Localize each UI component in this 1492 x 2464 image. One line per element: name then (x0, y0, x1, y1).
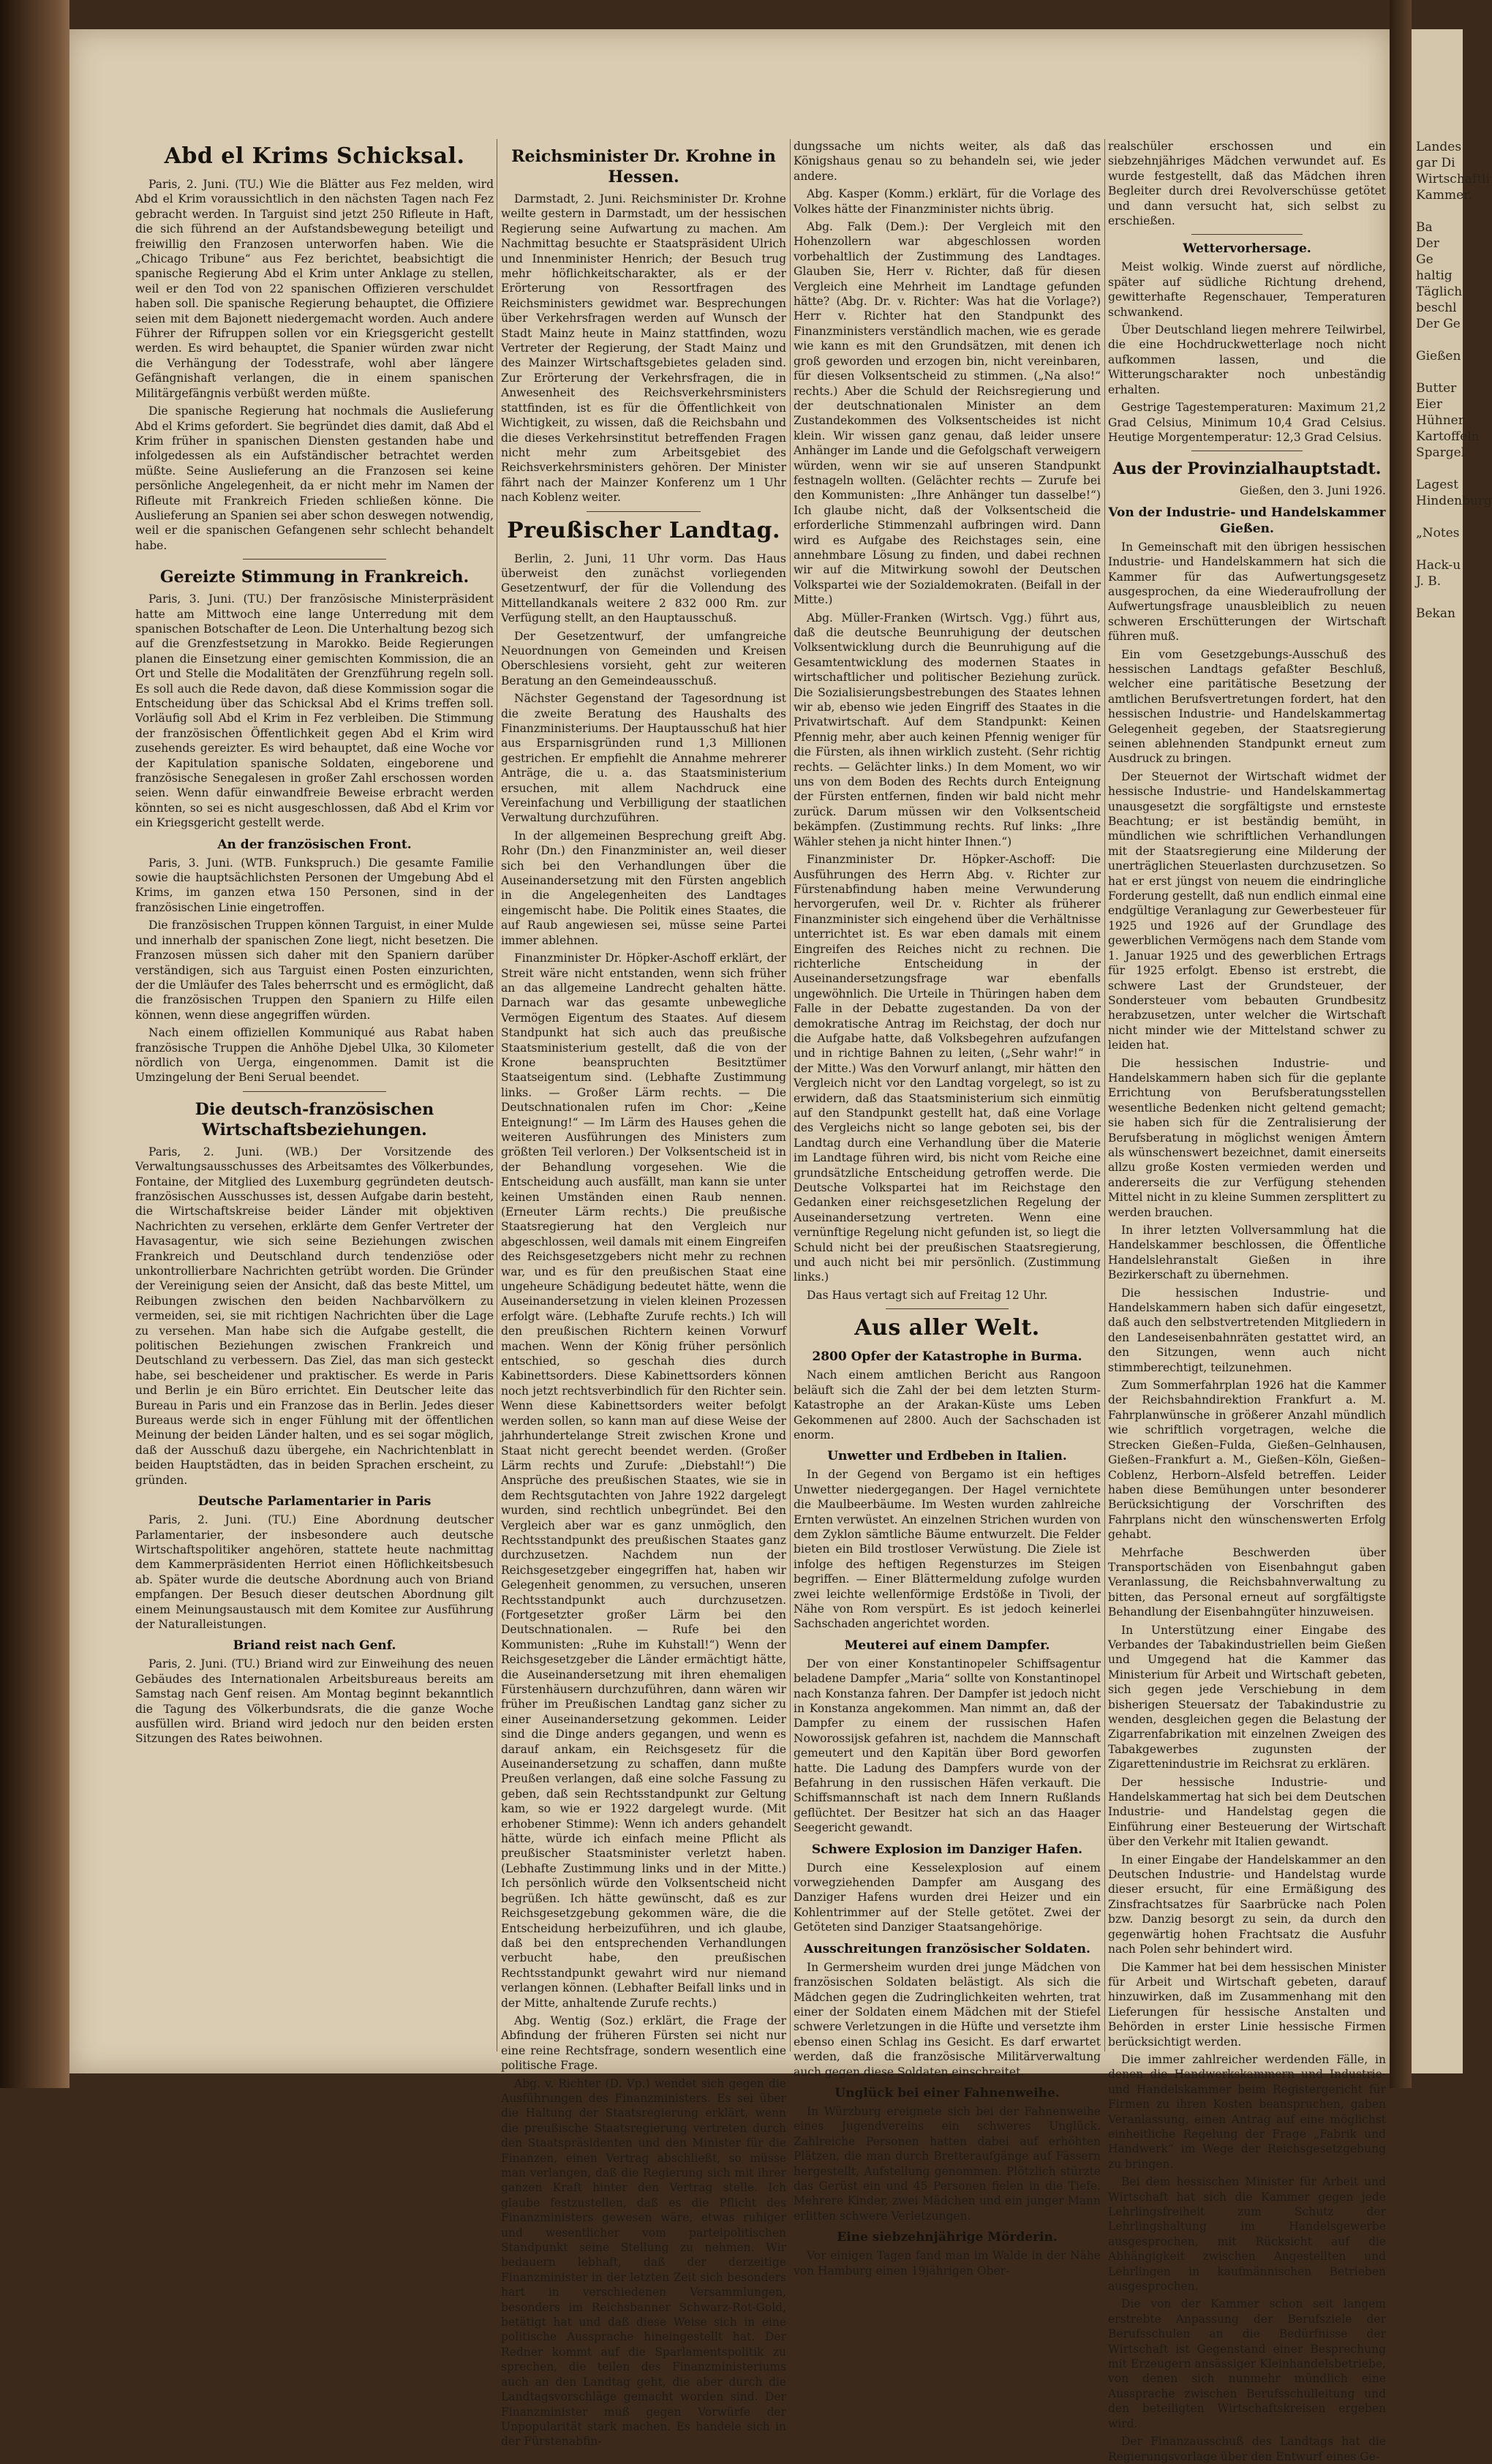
article-paragraph: Die französischen Truppen können Targuist, in einer Mulde und innerhalb der spanischen Zone liegt, nicht besetzen. Die Franzosen müssen sich daher mit den Spaniern darüber verständigen, sich aus Targuist einen Posten einzurichten, der die Umläufer des Tales beherrscht und es ermöglicht, daß die französischen Truppen den Spaniern zu Hilfe eilen können, wenn diese angegriffen würden. (135, 919, 494, 1022)
adjacent-page-fragment (1412, 332, 1463, 348)
article-paragraph: dungssache um nichts weiter, als daß das Königshaus genau so zu behandeln sei, wie jeder andere. (794, 140, 1101, 183)
article-paragraph: Zum Sommerfahrplan 1926 hat die Kammer der Reichsbahndirektion Frankfurt a. M. Fahrplanwünsche in größerer Anzahl mündlich wie schriftlich vorgetragen, welche die Strecken Gießen–Fulda, Gießen–Gelnhausen, Gießen–Frankfurt a. M., Gießen–Köln, Gießen–Coblenz, Herborn–Alsfeld betreffen. Leider haben diese Bemühungen unter besonderer Berücksichtigung der Vorschriften des Fahrplans nicht den wünschenswerten Erfolg gehabt. (1108, 1379, 1386, 1542)
adjacent-page-fragment: Landes (1416, 140, 1462, 154)
dateline: Gießen, den 3. Juni 1926. (1239, 484, 1386, 498)
article-paragraph: Abg. Wentig (Soz.) erklärt, die Frage der Abfindung der früheren Fürsten sei nicht nur eine reine Rechtsfrage, sondern wesentlich eine politische Frage. (501, 2013, 786, 2073)
subheadline: Meuterei auf einem Dampfer. (844, 1638, 1050, 1653)
subheadline: Von der Industrie- und Handelskammer Gießen. (1108, 505, 1386, 536)
subheadline: Deutsche Parlamentarier in Paris (197, 1494, 432, 1510)
article-paragraph: In Germersheim wurden drei junge Mädchen von französischen Soldaten belästigt. Als sich die Mädchen gegen die Zudringlichkeiten wehrten, trat einer der Soldaten einem Mädchen mit der Stiefel schwere Verletzungen in die Hüfte und versetzte ihm ebenso einen Schlag ins Gesicht. Es darf erwartet werden, daß die französische Militärverwaltung auch gegen diese Soldaten einschreitet. (794, 1960, 1101, 2079)
column-2 (501, 139, 786, 2449)
adjacent-page-fragment: Gießen (1416, 349, 1461, 363)
article-paragraph: Ein vom Gesetzgebungs-Ausschuß des hessischen Landtags gefaßter Beschluß, welcher eine paritätische Besetzung der amtlichen Berufsvertretungen fordert, hat den hessischen Industrie- und Handelskammertag Gelegenheit gegeben, der Staatsregierung seinen ablehnenden Standpunkt erneut zum Ausdruck zu bringen. (1108, 647, 1386, 766)
adjacent-page-fragment: Bekan (1416, 606, 1455, 621)
adjacent-page-fragment: Ge (1416, 252, 1433, 267)
adjacent-page-fragment: haltig (1416, 268, 1453, 283)
subheadline: Schwere Explosion im Danziger Hafen. (811, 1842, 1083, 1857)
adjacent-page-fragment: Wirtschaftli (1416, 172, 1490, 187)
adjacent-page-fragment: Hack-u (1416, 558, 1461, 573)
adjacent-page-fragment (1412, 461, 1463, 477)
article-paragraph: Durch eine Kesselexplosion auf einem vorwegziehenden Dampfer am Ausgang des Danziger Hafens wurden drei Heizer und ein Kohlentrimmer auf der Stelle getötet. Zwei der Getöteten sind Danziger Staatsangehörige. (794, 1861, 1101, 1934)
article-paragraph: Paris, 2. Juni. (TU.) Eine Abordnung deutscher Parlamentarier, der insbesondere auch deutsche Wirtschaftspolitiker angehören, stattete heute nachmittag dem Kammerpräsidenten Herriot einen Höflichkeitsbesuch ab. Später wurde die deutsche Abordnung auch von Briand empfangen. Der Besuch dieser deutschen Abordnung gilt einem Meinungsaustausch mit dem Komitee zur Ausführung der Naturalleistungen. (135, 1513, 494, 1631)
article-paragraph: Abg. v. Richter (D. Vp.) wendet sich gegen die Ausführungen des Finanzministers. Es sei über die Haltung der Staatsregierung erklärt, wenn die preußische Staatsregierung vertreten durch den Staatspräsidenten und den Minister für die Finanzen, einen Vertrag abschließt, so müsse man verlangen, daß die Regierung sich mit ihrer ganzen Kraft hinter den Vertrag stelle. Ich glaube festzustellen, daß es die Pflicht des Finanzministers gewesen wäre, etwas ruhiger und wesentlicher vom parteipolitischen Standpunkt seine Stellung zu nehmen. Wir bedauern lebhaft, daß der derzeitige Finanzminister in der letzten Zeit sich besonders hart in verschiedenen Versammlungen, besonders im Reichsbanner Schwarz-Rot-Gold, betätigt hat und daß diese Weise sich in eine politische Aussprache hineingestellt hat. Der Redner kommt auf die Sparlamentspolitik zu sprechen, die teilen des Finanzministeriums auch an den Landtag geht, die aber durch die Landtagsvorschläge gemacht worden sind. Der Finanzminister muß gegen Vorwürfe der Unpopularität stark machen. Es handele sich in der Fürstenabfin- (501, 2076, 786, 2449)
article-paragraph: Darmstadt, 2. Juni. Reichsminister Dr. Krohne weilte gestern in Darmstadt, um der hessischen Regierung seine Aufwartung zu machen. Am Nachmittag besuchte er Staatspräsident Ulrich und Innenminister Henrich; der Besuch trug mehr höflichkeitscharakter, als er der Erörterung von Ressortfragen des Reichsministers gewidmet war. Besprechungen über Verkehrsfragen werden auf Wunsch der Stadt Mainz heute in Mainz stattfinden, wozu Vertreter der Regierung, der Stadt Mainz und des Mainzer Wirtschaftsgebietes geladen sind. Zur Erörterung der Verkehrsfragen, die in Anwesenheit des Reichsverkehrsministers stattfinden, ist es für die Öffentlichkeit von Wichtigkeit, zu wissen, daß die Reichsbahn und die dieses Verkehrsinstitut betreffenden Fragen nicht mehr zum Arbeitsgebiet des Reichsverkehrsministers gehören. Der Minister fährt nach der Mainzer Konferenz um 1 Uhr nach Koblenz weiter. (501, 192, 786, 505)
book-gutter (1390, 0, 1412, 2088)
adjacent-page-fragment: beschl (1416, 301, 1457, 315)
article-paragraph: Paris, 2. Juni. (TU.) Wie die Blätter aus Fez melden, wird Abd el Krim voraussichtlich in den nächsten Tagen nach Fez gebracht werden. In Targuist sind jetzt 250 Rifleute in Haft, die sich führend an der Aufstandsbewegung beteiligt und freiwillig den Franzosen unterworfen haben. Wie die „Chicago Tribune“ aus Fez berichtet, beabsichtigt die spanische Regierung Abd el Krim unter Anklage zu stellen, weil er den Tod von 22 spanischen Offizieren verschuldet haben soll. Die spanische Regierung behauptet, die Offiziere seien mit dem Bajonett niedergemacht worden. Auch andere Führer der Rifruppen sollen vor ein Kriegsgericht gestellt werden. Es wird behauptet, die Spanier würden zwar nicht die Verhängung der Todesstrafe, wohl aber längere Gefängnishaft verlangen, die in einem spanischen Militärgefängnis verbüßt werden müßte. (135, 178, 494, 400)
article-paragraph: Paris, 2. Juni. (TU.) Briand wird zur Einweihung des neuen Gebäudes des Internationalen Arbeitsbureaus bereits am Samstag nach Genf reisen. Am Montag beginnt bekanntlich die Tagung des Völkerbundsrats, die die ganze Woche ausfüllen wird. Briand wird jedoch nur den beiden ersten Sitzungen des Rates beiwohnen. (135, 1657, 494, 1746)
article-paragraph: Gestrige Tagestemperaturen: Maximum 21,2 Grad Celsius, Minimum 10,4 Grad Celsius. Heutige Morgentemperatur: 12,3 Grad Celsius. (1108, 401, 1386, 444)
headline: Aus aller Welt. (854, 1315, 1040, 1341)
adjacent-page-fragment (1412, 589, 1463, 606)
adjacent-page-fragment: „Notes (1416, 526, 1460, 540)
adjacent-page-fragment: Täglich (1416, 285, 1463, 299)
article-paragraph: realschüler erschossen und ein siebzehnjähriges Mädchen verwundet auf. Es wurde festgestellt, daß das Mädchen ihren Begleiter durch drei Revolverschüsse getötet und dann versucht hat, sich selbst zu erschießen. (1108, 140, 1386, 228)
article-paragraph: Berlin, 2. Juni, 11 Uhr vorm. Das Haus überweist den zunächst vorliegenden Gesetzentwurf, der für die Vollendung des Mittellandkanals weitere 2 832 000 Rm. zur Verfügung stellt, an den Hauptausschuß. (501, 551, 786, 625)
adjacent-page-fragment: gar Di (1416, 156, 1455, 170)
article-paragraph: In der Gegend von Bergamo ist ein heftiges Unwetter niedergegangen. Der Hagel vernichtete die Maulbeerbäume. Im Westen wurden zahlreiche Ernten verwüstet. An einzelnen Strichen wurden von dem Zyklon sämtliche Bäume entwurzelt. Die Felder bieten ein Bild trostloser Verwüstung. Die Ziele ist infolge des heftigen Regensturzes im Steigen begriffen. — Einer Blättermeldung zufolge wurden zwei leichte wellenförmige Erdstöße in Tivoli, der Nähe von Rom verspürt. Es ist jedoch keinerlei Sachschaden angerichtet worden. (794, 1468, 1101, 1631)
subheadline: Briand reist nach Genf. (233, 1638, 396, 1654)
headline: Reichsminister Dr. Krohne in Hessen. (511, 147, 776, 187)
adjacent-page-fragment (1412, 541, 1463, 557)
adjacent-page-fragment: Lagest (1416, 478, 1458, 492)
adjacent-page-fragment (1412, 203, 1463, 219)
article-paragraph: Die hessischen Industrie- und Handelskammern haben sich dafür eingesetzt, daß auch den selbstvertretenden Mitgliedern in den Landeseisenbahnräten gestattet wird, an den Sitzungen, wenn auch nicht stimmberechtigt, teilzunehmen. (1108, 1286, 1386, 1374)
article-paragraph: Nach einem offiziellen Kommuniqué aus Rabat haben französische Truppen die Anhöhe Djebel Ulka, 30 Kilometer nördlich von Uerga, eingenommen. Damit ist die Umzingelung der Beni Serual beendet. (135, 1026, 494, 1085)
column-1 (135, 139, 494, 2059)
article-paragraph: Der Gesetzentwurf, der umfangreiche Neuordnungen von Gemeinden und Kreisen Oberschlesiens vorsieht, geht zur weiteren Beratung an den Gemeindeausschuß. (501, 629, 786, 687)
adjacent-page-fragment (1412, 509, 1463, 525)
newspaper-page (69, 29, 1390, 2463)
adjacent-page-fragment: J. B. (1416, 574, 1442, 589)
article-paragraph: Die hessischen Industrie- und Handelskammern haben sich für die geplante Errichtung von Berufsberatungsstellen wesentliche Bedenken nicht geltend gemacht; sie haben sich für die Zentralisierung der Berufsberatung in möglichst wenigen Ämtern als wünschenswert bezeichnet, damit einerseits allzu große Kosten vermieden werden und andererseits die zur Verfügung stehenden Mittel nicht in zu kleine Summen zersplittert zu werden brauchen. (1108, 1056, 1386, 1219)
adjacent-page-fragment: Hühner (1416, 413, 1464, 428)
subheadline: Eine siebzehnjährige Mörderin. (837, 2230, 1058, 2245)
headline: Die deutsch-französischen Wirtschaftsbeziehungen. (195, 1099, 434, 1139)
article-paragraph: Bei dem hessischen Minister für Arbeit und Wirtschaft hat sich die Kammer gegen jede Lehrlingsfreiheit zum Schutz der Lehrlingshaltung im Handelsgewerbe ausgesprochen, mit Rücksicht auf die Abhängigkeit zwischen Angestellten und Lehrlingen in kaufmännischen Betrieben ausgesprochen. (1108, 2175, 1386, 2294)
adjacent-page-fragment: Der (1416, 236, 1439, 251)
article-paragraph: In Unterstützung einer Eingabe des Verbandes der Tabakindustriellen beim Gießen und Umgegend hat die Kammer das Ministerium für Arbeit und Wirtschaft gebeten, sich gegen jede Verschiebung in dem bisherigen Steuersatz der Tabakindustrie zu wenden, desgleichen gegen die Belastung der Zigarrenfabrikation mit einzelnen Zweigen des Tabakgewerbes zugunsten der Zigarettenindustrie im Reichsrat zu erklären. (1108, 1623, 1386, 1771)
separator (243, 1091, 386, 1092)
article-paragraph: In einer Eingabe der Handelskammer an den Deutschen Industrie- und Handelstag wurde dieser ersucht, für eine Ermäßigung des Zinsfrachtsatzes für Saarbrücke nach Polen bzw. Danzig besorgt zu sein, da durch den gegenwärtig hohen Frachtsatz die Ausfuhr nach Polen sehr behindert wird. (1108, 1853, 1386, 1956)
article-paragraph: Das Haus vertagt sich auf Freitag 12 Uhr. (807, 1288, 1048, 1302)
headline: Abd el Krims Schicksal. (164, 143, 465, 169)
article-paragraph: Der von einer Konstantinopeler Schiffsagentur beladene Dampfer „Maria“ sollte von Konstantinopel nach Konstanza fahren. Der Dampfer ist jedoch nicht in Konstanza angekommen. Man nimmt an, daß der Dampfer zu einem der russischen Hafen Noworossijsk gefahren ist, nachdem die Mannschaft gemeutert und den Kapitän über Bord geworfen hatte. Die Ladung des Dampfers wurde von der Befahrung in den russischen Häfen verkauft. Die Schiffsmannschaft ist nach dem Innern Rußlands geflüchtet. Der Besitzer hat sich an das Haager Seegericht gewandt. (794, 1657, 1101, 1835)
headline: Aus der Provinzialhauptstadt. (1112, 459, 1382, 479)
adjacent-page-fragment: Eier (1416, 397, 1443, 412)
article-paragraph: Finanzminister Dr. Höpker-Aschoff erklärt, der Streit wäre nicht entstanden, wenn sich früher an das allgemeine Landrecht gehalten hätte. Darnach war das gesamte unbewegliche Vermögen Eigentum des Staates. Auf diesem Standpunkt hat sich auch das preußische Staatsministerium gestellt, daß die von der Krone beanspruchten Besitztümer Staatseigentum sind. (Lebhafte Zustimmung links. — Großer Lärm rechts. — Die Deutschnationalen rufen im Chor: „Keine Enteignung!“ — Im Lärm des Hauses gehen die weiteren Ausführungen des Ministers zum größten Teil verloren.) Der Volksentscheid ist in der Behandlung vorgesehen. Wie die Entscheidung auch ausfällt, man kann sie unter keinen Umständen einen Raub nennen. (Erneuter Lärm rechts.) Die preußische Staatsregierung hat den Vergleich nur abgeschlossen, weil damals mit einem Eingreifen des Reichsgesetzgebers nicht mehr zu rechnen war, und es für den preußischen Staat eine ungeheure Schädigung bedeutet hätte, wenn die Auseinandersetzung in vielen kleinen Prozessen erfolgt wäre. (Lebhafte Zurufe rechts.) Ich will den preußischen Richtern keinen Vorwurf machen. Wenn der König früher persönlich entschied, so geschah dies durch Kabinettsorders. Diese Kabinettsorders können noch jetzt rechtsverbindlich für den Richter sein. Wenn diese Kabinettsorders weiter befolgt werden sollen, so kann man auf diese Weise der jahrhundertelange Streit zwischen Krone und Staat nicht gerecht beendet werden. (Großer Lärm rechts und Zurufe: „Diebstahl!“) Die Ansprüche des preußischen Staates, wie sie in dem Rechtsgutachten von Jahre 1922 dargelegt wurden, sind rechtlich unbegründet. Bei den Vergleich aber war es ganz unmöglich, den Rechtsstandpunkt des preußischen Staates ganz durchzusetzen. Nachdem nun der Reichsgesetzgeber eingegriffen hat, haben wir Gelegenheit genommen, zu versuchen, unseren Rechtsstandpunkt auch durchzusetzen. (Fortgesetzter großer Lärm bei den Deutschnationalen. — Rufe bei den Kommunisten: „Ruhe im Kuhstall!“) Wenn der Reichsgesetzgeber die Länder ermächtigt hätte, die Auseinandersetzung mit ihren ehemaligen Fürstenhäusern durchzuführen, dann wären wir früher im Preußischen Landtag ganz sicher zu einer Auseinandersetzung gekommen. Leider sind die Dinge anders gegangen, und wenn es darauf ankam, ein Reichsgesetz für die Auseinandersetzung zu schaffen, dann mußte Preußen verlangen, daß eine solche Fassung zu geben, daß sein Rechtsstandpunkt zur Geltung kam, so wie er 1922 dargelegt wurde. (Mit erhobener Stimme): Wenn ich anders gehandelt hätte, würde ich einfach meine Pflicht als preußischer Staatsminister verletzt haben. (Lebhafte Zustimmung links und in der Mitte.) Ich persönlich würde den Volksentscheid nicht begrüßen. Ich hätte gewünscht, daß es zur Reichsgesetzgebung gekommen wäre, die die Entscheidung herbeizuführen, und ich glaube, daß bei den entsprechenden Verhandlungen verbucht habe, den preußischen Rechtsstandpunkt gewahrt wird nur niemand verlangen können. (Lebhafter Beifall links und in der Mitte, anhaltende Zurufe rechts.) (501, 952, 786, 2010)
article-paragraph: Die immer zahlreicher werdenden Fälle, in denen die Handwerkskammern und Industrie- und Handelskammer beim Registergericht für Firmen zu ihren Kosten beanspruchen, gaben Veranlassung, einen Antrag auf eine möglichst einheitliche Regelung der Frage „Fabrik und Handwerk“ im Wege der Reichsgesetzgebung zu bringen. (1108, 2052, 1386, 2171)
column-rule (1104, 139, 1105, 2052)
article-paragraph: Der hessische Industrie- und Handelskammertag hat sich bei dem Deutschen Industrie- und Handelstag gegen die Einführung einer Besteuerung der Wirtschaft über den Verkehr mit Italien gewandt. (1108, 1775, 1386, 1849)
article-paragraph: Paris, 3. Juni. (WTB. Funkspruch.) Die gesamte Familie sowie die hauptsächlichsten Personen der Umgebung Abd el Krims, im ganzen etwa 150 Personen, sind in der französischen Linie eingetroffen. (135, 856, 494, 914)
article-paragraph: Der Steuernot der Wirtschaft widmet der hessische Industrie- und Handelskammertag unausgesetzt die sorgfältigste und ernsteste Beachtung; er ist beständig bemüht, in mündlichen wie schriftlichen Verhandlungen mit der Staatsregierung eine Milderung der unerträglichen Steuerlasten durchzusetzen. So hat er erst jüngst von neuem die eindringliche Forderung gestellt, daß nun endlich einmal eine endgültige Veranlagung zur Gewerbesteuer für 1925 und 1926 auf der Grundlage des gewerblichen Vermögens nach dem Stande vom 1. Januar 1925 und des gewerblichen Ertrags für 1925 erfolgt. Ebenso ist erstrebt, die schwere Last der Grundsteuer, der Sondersteuer vom bebauten Grundbesitz herabzusetzen, unter welcher die Wirtschaft nicht minder wie der Mittelstand schwer zu leiden hat. (1108, 769, 1386, 1052)
separator (587, 511, 701, 512)
adjacent-page-fragment: Butter (1416, 381, 1457, 396)
subheadline: Unglück bei einer Fahnenweihe. (834, 2085, 1060, 2101)
column-4 (1108, 139, 1386, 2463)
article-paragraph: Die Kammer hat bei dem hessischen Minister für Arbeit und Wirtschaft gebeten, darauf hinzuwirken, daß im Zusammenhang mit den Lieferungen für hessische Anstalten und Behörden in erster Linie hessische Firmen berücksichtigt werden. (1108, 1960, 1386, 2049)
article-paragraph: Mehrfache Beschwerden über Transportschäden von Eisenbahngut gaben Veranlassung, die Reichsbahnverwaltung zu bitten, das Personal erneut auf sorgfältigste Behandlung der Eisenbahngüter hinzuweisen. (1108, 1545, 1386, 1619)
article-paragraph: Abg. Müller-Franken (Wirtsch. Vgg.) führt aus, daß die deutsche Beunruhigung der deutschen Volksentwicklung durch die Beunruhigung auf die Gesamtentwicklung des modernen Staates in wirtschaftlicher und politischer Beziehung zurück. Die Sozialisierungsbestrebungen des Staates lehnen wir ab, ebenso wie jeden Eingriff des Staates in die Privatwirtschaft. Auf dem Standpunkt: Keinen Pfennig mehr, aber auch keinen Pfennig weniger für die Fürsten, als ihnen wirklich zusteht. (Sehr richtig rechts. — Gelächter links.) In dem Moment, wo wir uns von dem Boden des Rechts durch Enteignung der Fürsten entfernen, finden wir bald nicht mehr zurück. Darum müssen wir den Volksentscheid bekämpfen. (Zustimmung rechts. Ruf links: „Ihre Wähler stehen ja nicht hinter Ihnen.“) (794, 611, 1101, 848)
subheadline: Ausschreitungen französischer Soldaten. (804, 1941, 1090, 1956)
adjacent-page-fragment: Kammer. (1416, 188, 1472, 203)
column-3 (794, 139, 1101, 2277)
article-paragraph: Die von der Kammer schon seit langem erstrebte Anpassung der Berufsziele der Berufsschulen an die Bedürfnisse der Wirtschaft ist Gegenstand einer Besprechung mit Erzeugern ansässiger Kleinhandelsbetriebe, von denen sich nunmehr mündlich eine Aussprache zwischen Berufsschulleitung und den beteiligten Wirtschaftskreisen ergeben wird. (1108, 2297, 1386, 2430)
separator (1191, 234, 1303, 235)
adjacent-page-edge (1412, 29, 1492, 2073)
subheadline: Wettervorhersage. (1183, 241, 1311, 257)
subheadline: 2800 Opfer der Katastrophe in Burma. (812, 1349, 1082, 1365)
article-paragraph: Nach einem amtlichen Bericht aus Rangoon beläuft sich die Zahl der bei dem letzten Sturm-Katastrophe an der Arakan-Küste ums Leben Gekommenen auf 2800. Auch der Sachschaden ist enorm. (794, 1368, 1101, 1442)
article-paragraph: In Würzburg ereignete sich bei der Fahnenweihe eines Jugendvereins ein schweres Unglück. Zahlreiche Personen hatten dabei auf erhöhten Plätzen, die man durch Bretteraufgänge auf Fässern hergestellt, Aufstellung genommen. Plötzlich stürzte das Gerüst ein und 45 Personen fielen in die Tiefe. Mehrere Kinder, zwei Mädchen und ein junger Mann erlitten schwere Verletzungen. (794, 2104, 1101, 2223)
book-binding (0, 0, 69, 2088)
column-rule (790, 139, 791, 2052)
article-paragraph: Abg. Falk (Dem.): Der Vergleich mit den Hohenzollern war abgeschlossen worden vorbehaltlich der Zustimmung des Landtages. Glauben Sie, Herr v. Richter, daß für diesen Vergleich eine Mehrheit im Landtage gefunden hätte? (Abg. Dr. v. Richter: Was hat die Vorlage?) Herr v. Richter hat den Standpunkt des Finanzministers verständlich machen, wie es gerade wie kann es mit den Grundsätzen, mit denen ich groß geworden und erzogen bin, nicht vereinbaren, für diesen Volksentscheid zu stimmen. („Na also!“ rechts.) Aber die Schuld der Reichsregierung und der deutschnationalen Minister an dem Zustandekommen des Volksentscheides ist nicht klein. Wir wissen ganz genau, daß leider unsere Anhänger im Lande und die Gefolgschaft verweigern würden, wenn wir sie auf unseren Standpunkt festnageln wollten. (Gelächter rechts — Zurufe bei den Kommunisten: „Ihre Anhänger tun dasselbe!“) Ich glaube nicht, daß der Volksentscheid die erforderliche Stimmenzahl aufbringen wird. Dann wird es Aufgabe des Reichstages sein, eine annehmbare Lösung zu finden, und dabei rechnen wir auf die Mitwirkung sowohl der Deutschen Volkspartei wie der Sozialdemokraten. (Beifall in der Mitte.) (794, 220, 1101, 607)
article-paragraph: Vor einigen Tagen fand man im Walde in der Nähe von Hamburg einen 19jährigen Ober- (794, 2249, 1101, 2277)
separator (243, 559, 386, 560)
adjacent-page-fragment: Spargel (1416, 445, 1466, 460)
article-paragraph: Der Finanzausschuß des Landtags hat die Regierungsvorlage über den Entwurf eines Ge- (1108, 2435, 1386, 2463)
adjacent-page-fragment (1412, 364, 1463, 380)
adjacent-page-text (1412, 139, 1492, 622)
adjacent-page-fragment: Ba (1416, 220, 1433, 235)
adjacent-page-fragment: Hindenburg (1416, 494, 1492, 508)
article-paragraph: Die spanische Regierung hat nochmals die Auslieferung Abd el Krims gefordert. Sie begründet dies damit, daß Abd el Krim früher in spanischen Diensten gestanden habe und infolgedessen als ein Aufständischer betrachtet werden müßte. Seine Auslieferung an die Franzosen sei keine persönliche Angelegenheit, da er nicht mehr im Namen der Rifleute mit Frankreich Frieden schließen könne. Die Auslieferung an Spanien sei aber schon deswegen notwendig, weil er die spanischen Gefangenen sehr schlecht behandelt habe. (135, 404, 494, 552)
adjacent-page-fragment: Kartoffeln (1416, 429, 1480, 444)
article-paragraph: In der allgemeinen Besprechung greift Abg. Rohr (Dn.) den Finanzminister an, weil dieser sich bei den Verhandlungen über die Auseinandersetzung mit den Fürsten angeblich in die Angelegenheiten des Landtages eingemischt habe. Die Politik eines Staates, die auf Raub angewiesen sei, müsse seine Partei immer ablehnen. (501, 829, 786, 947)
subheadline: Unwetter und Erdbeben in Italien. (827, 1449, 1067, 1464)
headline: Preußischer Landtag. (507, 517, 780, 543)
subheadline: An der französischen Front. (217, 837, 412, 852)
separator (886, 1308, 1009, 1309)
headline: Gereizte Stimmung in Frankreich. (159, 568, 470, 587)
adjacent-page-fragment: Der Ge (1416, 317, 1461, 331)
article-paragraph: Paris, 3. Juni. (TU.) Der französische Ministerpräsident hatte am Mittwoch eine lange Unterredung mit dem spanischen Botschafter de Leon. Die Unterhaltung bezog sich auf die Grenzfestsetzung in Marokko. Beide Regierungen planen die Einsetzung einer gemischten Kommission, die an Ort und Stelle die Modalitäten der Grenzführung regeln soll. Es soll auch die Rede davon, daß diese Kommission sogar die Entscheidung über das Schicksal Abd el Krims treffen soll. Vorläufig soll Abd el Krim in Fez verbleiben. Die Stimmung der französischen Öffentlichkeit gegen Abd el Krim wird zusehends gereizter. Es wird behauptet, daß eine Woche vor der Kapitulation spanische Soldaten, eingeborene und französische Senegalesen in großer Zahl erschossen worden seien. Wenn dafür einwandfreie Beweise erbracht werden könnten, so sei es nicht ausgeschlossen, daß Abd el Krim vor ein Kriegsgericht gestellt werde. (135, 592, 494, 830)
article-paragraph: In ihrer letzten Vollversammlung hat die Handelskammer beschlossen, die Öffentliche Handelslehranstalt Gießen in ihre Bezirkerschaft zu übernehmen. (1108, 1224, 1386, 1282)
article-paragraph: Paris, 2. Juni. (WB.) Der Vorsitzende des Verwaltungsausschusses des Arbeitsamtes des Völkerbundes, Fontaine, der Mitglied des Luxemburg gegründeten deutsch-französischen Ausschusses ist, dessen Aufgabe darin besteht, die Wirtschaftskreise beider Länder mit objektiven Nachrichten zu versehen, erklärte dem Genfer Vertreter der Havasagentur, wie sich seine Beziehungen zwischen Frankreich und Deutschland durch tendenziöse oder unkontrollierbare Nachrichten getrübt worden. Die Gründer der Vereinigung seien der Ansicht, daß das beste Mittel, um Reibungen zwischen den beiden Nachbarvölkern zu vermeiden, sei, sie mit richtigen Nachrichten über die Lage zu versehen. Man habe sich die Aufgabe gestellt, die politischen Beziehungen zwischen Frankreich und Deutschland zu verbessern. Das Ziel, das man sich gesteckt habe, sei bescheidener und praktischer. Es werde in Paris und Berlin je ein Büro errichtet. Ein Deutscher leite das Bureau in Paris und ein Franzose das in Berlin. Jedes dieser Bureaus werde sich in enger Fühlung mit der öffentlichen Meinung der beiden Länder halten, und es sei sogar möglich, daß der Ausschuß dazu übergehe, ein Nachrichtenblatt in beiden Hauptstädten, das in beiden Sprachen erscheint, zu gründen. (135, 1145, 494, 1487)
article-paragraph: Meist wolkig. Winde zuerst auf nördliche, später auf südliche Richtung drehend, gewitterhafte Regenschauer, Temperaturen schwankend. (1108, 260, 1386, 319)
article-paragraph: Über Deutschland liegen mehrere Teilwirbel, die eine Hochdruckwetterlage noch nicht aufkommen lassen, und die Witterungscharakter noch unbeständig erhalten. (1108, 323, 1386, 396)
article-paragraph: Finanzminister Dr. Höpker-Aschoff: Die Ausführungen des Herrn Abg. v. Richter zur Fürstenabfindung haben meine Verwunderung hervorgerufen, weil Dr. v. Richter als früherer Finanzminister sich eingehend über die Verhältnisse unterrichtet ist. Es war eben damals mit einem Eingreifen des Reiches nicht zu rechnen. Die richterliche Entscheidung in der Auseinandersetzungsfrage war ebenfalls ungewöhnlich. Die Urteile in Thüringen haben dem Falle in der Debatte zugestanden. Da von der demokratische Antrag im Reichstag, der doch nur die Aufgabe hatte, daß Volksbegehren aufzufangen und in richtige Bahnen zu leiten, („Sehr wahr!“ in der Mitte.) Was den Vorwurf anlangt, mir hätten den Vergleich nicht vor den Landtag vorgelegt, so ist zu erwidern, daß das Staatsministerium sich einmütig auf den Standpunkt gestellt hat, daß eine Vorlage des Vergleichs nicht so lange geboten sei, bis der Landtag durch eine Verhandlung über die Materie im Landtage führen wird, bis nicht vom Reiche eine grundsätzliche Entscheidung getroffen werde. Die Deutsche Volkspartei hat im Reichstage den Gedanken einer reichsgesetzlichen Regelung der Auseinandersetzung vertreten. Wenn eine vernünftige Regelung nicht gefunden ist, so liegt die Schuld nicht bei der preußischen Staatsregierung, und auch nicht bei mir persönlich. (Zustimmung links.) (794, 853, 1101, 1284)
article-paragraph: Nächster Gegenstand der Tagesordnung ist die zweite Beratung des Haushalts des Finanzministeriums. Der Hauptausschuß hat hier aus Ersparnisgründen rund 1,3 Millionen gestrichen. Er empfiehlt die Annahme mehrerer Anträge, die u. a. das Staatsministerium ersuchen, mit allem Nachdruck eine Vereinfachung und Verbilligung der staatlichen Verwaltung durchzuführen. (501, 692, 786, 825)
article-paragraph: In Gemeinschaft mit den übrigen hessischen Industrie- und Handelskammern hat sich die Kammer für das Aufwertungsgesetz ausgesprochen, da eine Wiederaufrollung der Aufwertungsfrage unausbleiblich zu neuen schweren Erschütterungen der Wirtschaft führen muß. (1108, 540, 1386, 644)
article-paragraph: Abg. Kasper (Komm.) erklärt, für die Vorlage des Volkes hätte der Finanzminister nichts übrig. (794, 187, 1101, 216)
